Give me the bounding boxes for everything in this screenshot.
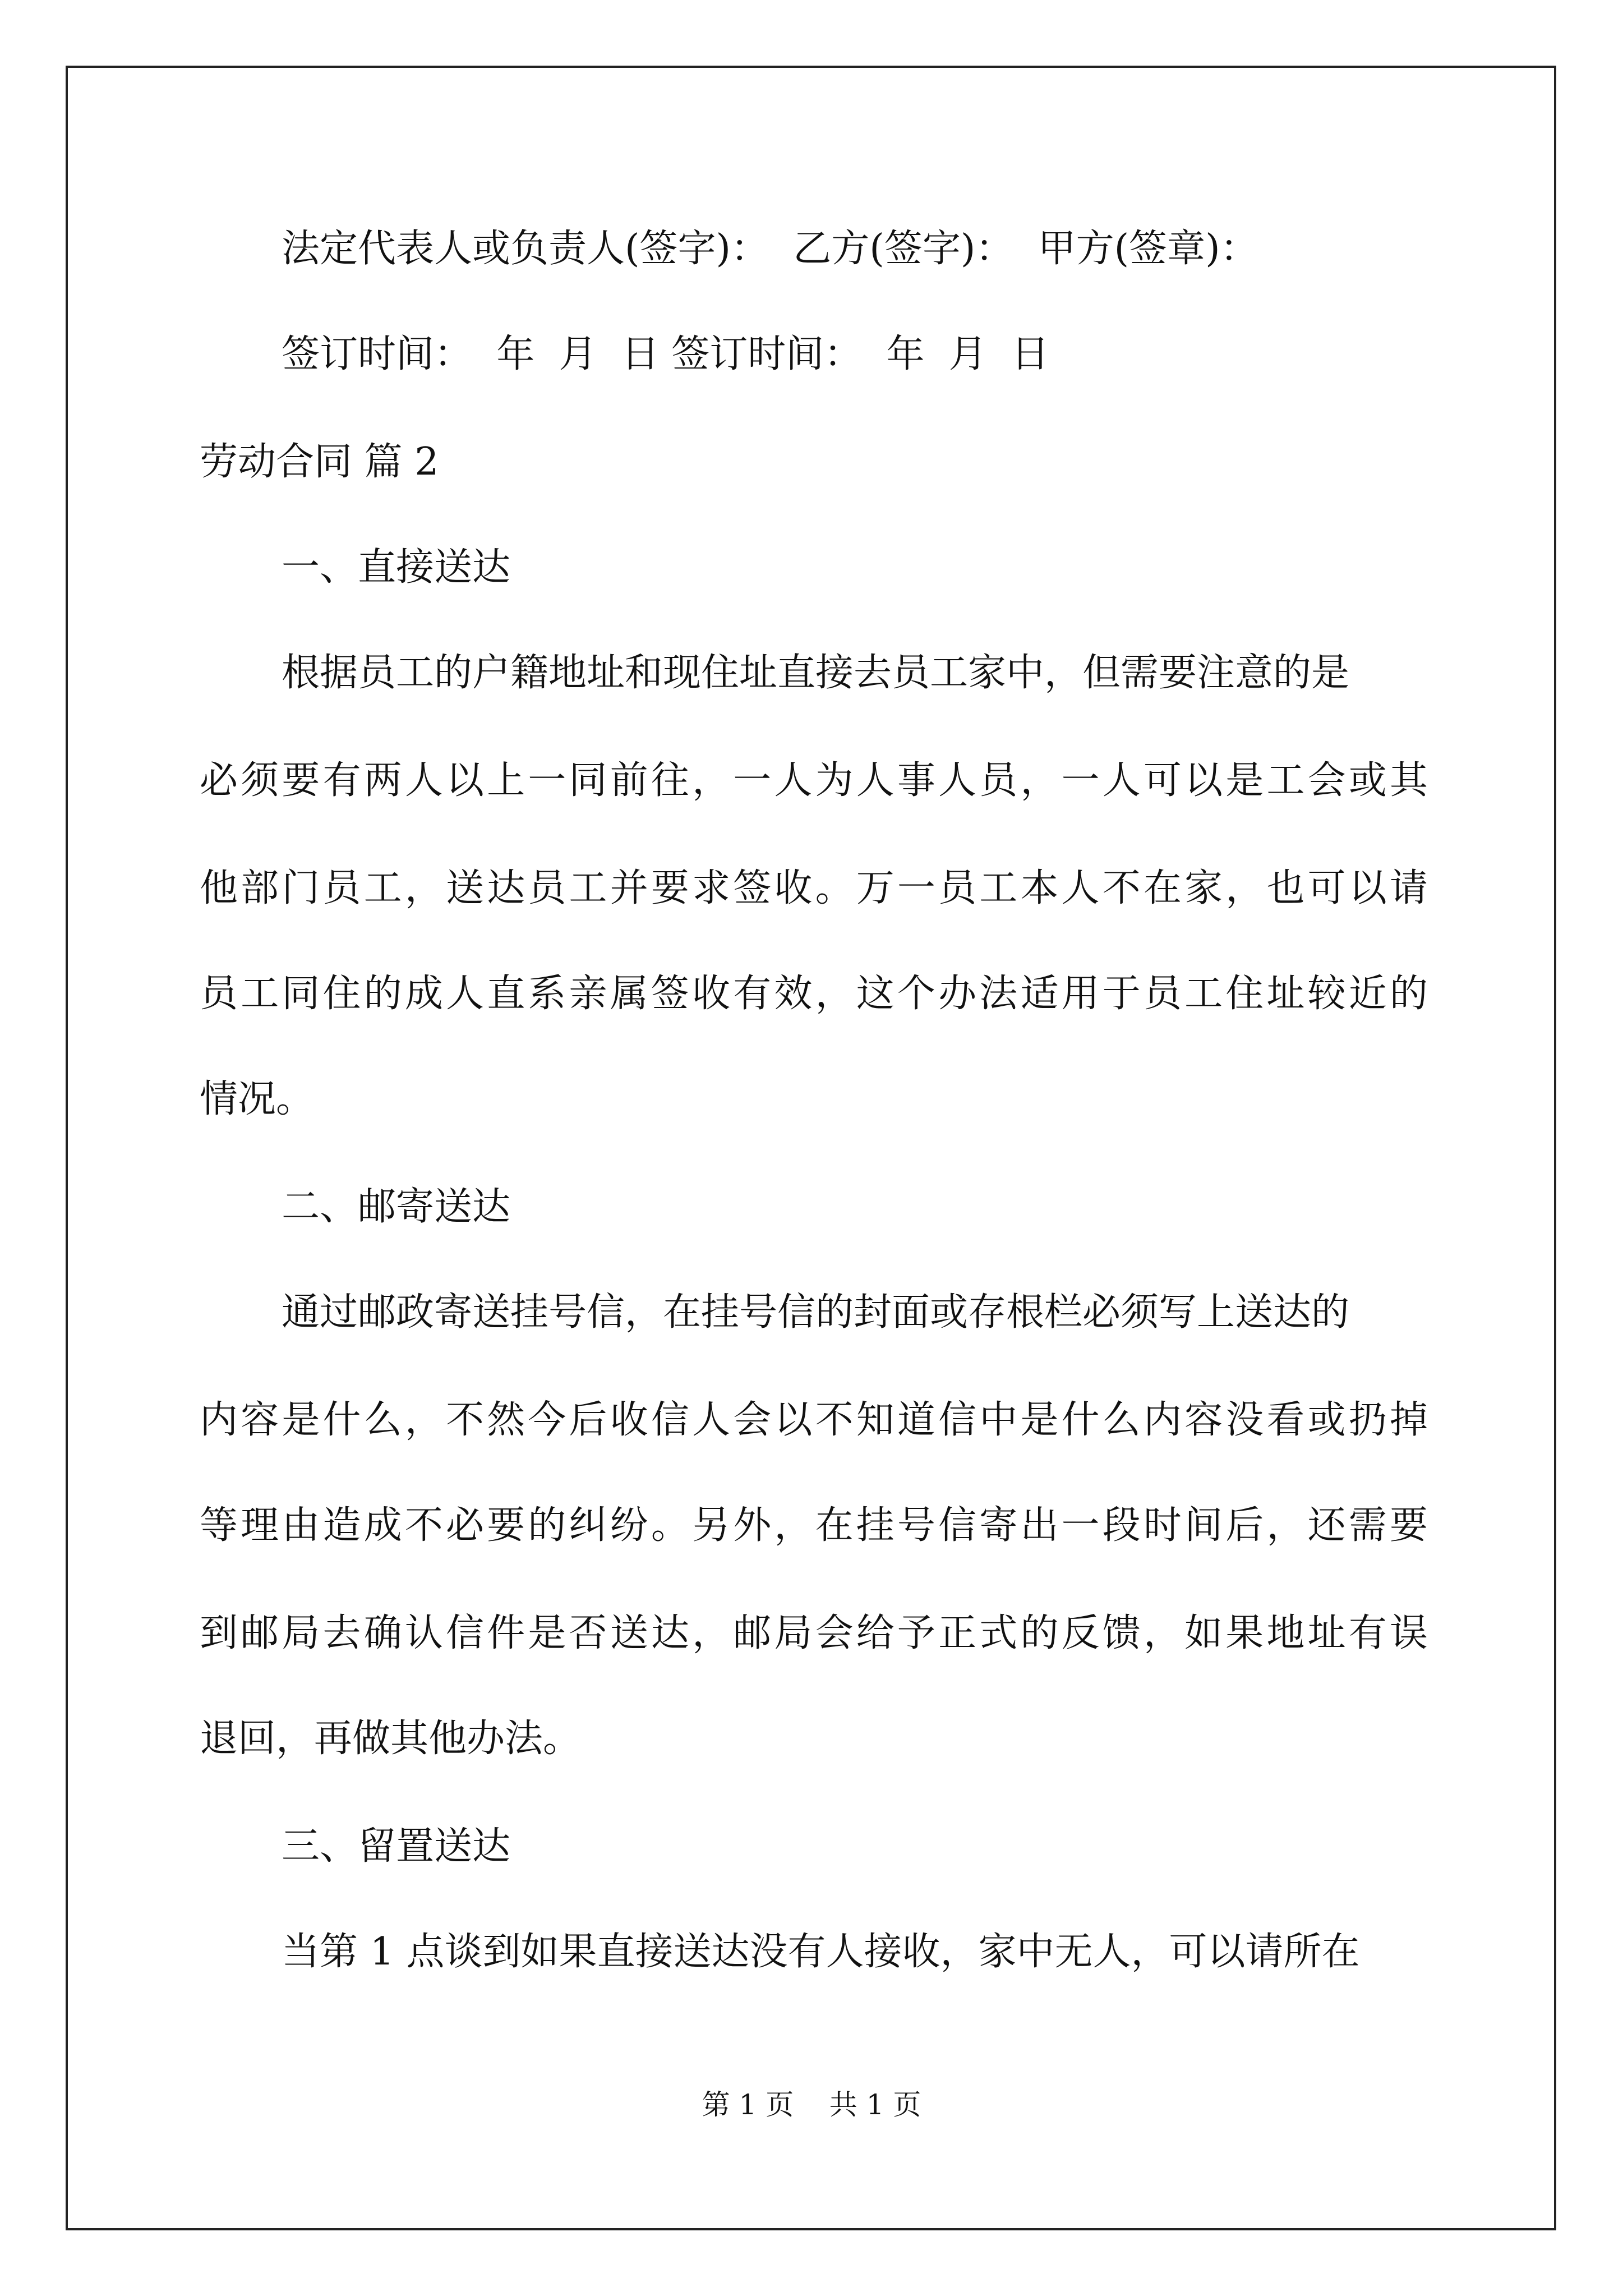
paragraph-line: 他部门员工，送达员工并要求签收。万一员工本人不在家，也可以请 (200, 866, 1428, 910)
signature-line: 法定代表人或负责人(签字)： 乙方(签字)： 甲方(签章)： (282, 227, 1258, 271)
paragraph-line: 内容是什么，不然今后收信人会以不知道信中是什么内容没看或扔掉 (200, 1398, 1428, 1442)
signing-date-line: 签订时间： 年 月 日 签订时间： 年 月 日 (282, 332, 1049, 376)
subheading-direct-delivery: 一、直接送达 (282, 545, 511, 590)
subheading-lien-delivery: 三、留置送达 (282, 1824, 511, 1869)
paragraph-line: 员工同住的成人直系亲属签收有效，这个办法适用于员工住址较近的 (200, 972, 1428, 1016)
paragraph-line: 退回，再做其他办法。 (200, 1717, 582, 1761)
subheading-mail-delivery: 二、邮寄送达 (282, 1185, 511, 1229)
paragraph-line: 根据员工的户籍地址和现住址直接去员工家中，但需要注意的是 (282, 651, 1350, 695)
paragraph-line: 到邮局去确认信件是否送达，邮局会给予正式的反馈，如果地址有误 (200, 1611, 1428, 1655)
section-title: 劳动合同 篇 2 (200, 440, 439, 484)
page-footer: 第 1 页 共 1 页 (702, 2088, 921, 2121)
paragraph-line: 必须要有两人以上一同前往，一人为人事人员，一人可以是工会或其 (200, 758, 1428, 803)
page-border (66, 66, 1556, 2230)
paragraph-line: 当第 1 点谈到如果直接送达没有人接收，家中无人，可以请所在 (282, 1930, 1360, 1974)
paragraph-line: 等理由造成不必要的纠纷。另外，在挂号信寄出一段时间后，还需要 (200, 1503, 1428, 1548)
paragraph-line: 情况。 (200, 1077, 315, 1121)
paragraph-line: 通过邮政寄送挂号信，在挂号信的封面或存根栏必须写上送达的 (282, 1290, 1350, 1335)
